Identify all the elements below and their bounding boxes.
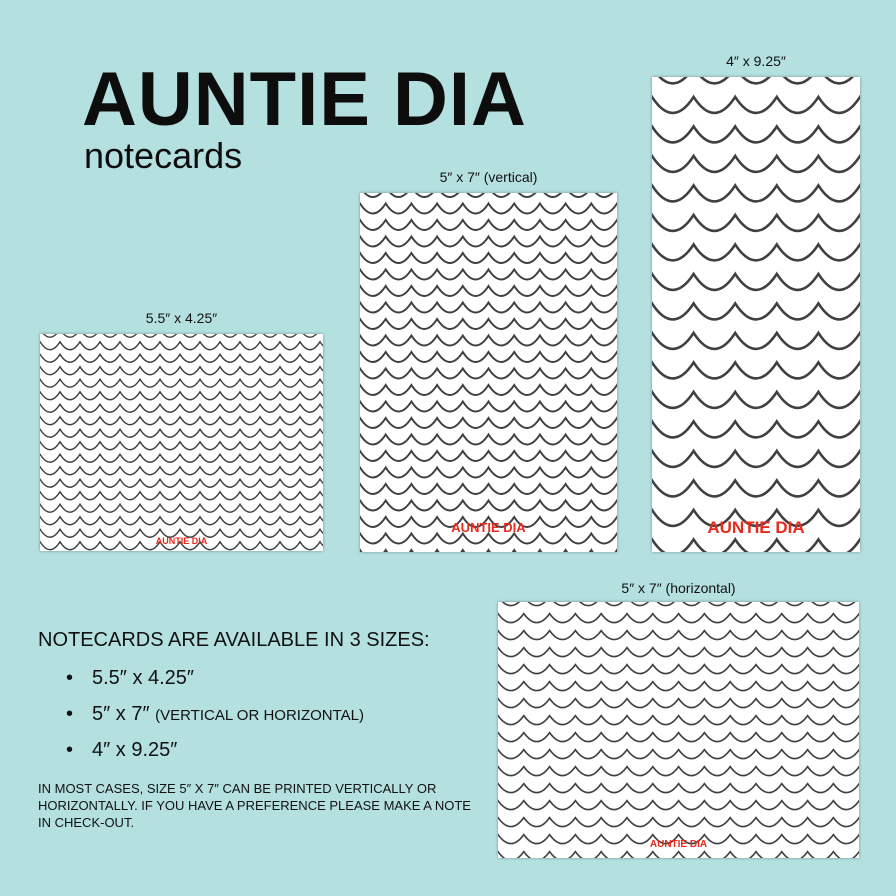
bullet-icon: • xyxy=(66,703,74,725)
card-size-label-vertical: 5″ x 7″ (vertical) xyxy=(439,169,538,185)
wave-row xyxy=(652,77,860,83)
wave-row xyxy=(652,362,860,378)
wave-row xyxy=(360,484,617,494)
notecard-horizontal xyxy=(498,602,859,858)
wave-row xyxy=(360,193,617,197)
wave-row xyxy=(652,274,860,290)
wave-row xyxy=(360,352,617,362)
wave-row xyxy=(40,479,323,487)
wave-row xyxy=(498,699,859,708)
brand-title: AUNTIE DIA xyxy=(82,57,527,142)
wave-pattern xyxy=(652,77,860,552)
wave-row xyxy=(498,750,859,759)
wave-row xyxy=(360,550,617,552)
card-size-label-small: 5.5″ x 4.25″ xyxy=(145,310,218,326)
wave-row xyxy=(360,303,617,313)
wave-row xyxy=(652,333,860,349)
wave-row xyxy=(360,468,617,478)
size-item xyxy=(66,738,364,774)
wave-row xyxy=(652,156,860,172)
wave-row xyxy=(498,733,859,742)
printing-footnote: IN MOST CASES, SIZE 5″ X 7″ CAN BE PRINTED VERTICALLY OR HORIZONTALLY. IF YOU HAVE A PREFERENCE PLEASE MAKE A NOTE IN CHECK-OUT. xyxy=(38,781,471,830)
wave-row xyxy=(40,517,323,525)
wave-row xyxy=(360,435,617,445)
wave-row xyxy=(40,354,323,362)
wave-row xyxy=(498,801,859,810)
size-item xyxy=(66,702,364,738)
wave-row xyxy=(40,454,323,462)
wave-row xyxy=(40,342,323,350)
wave-row xyxy=(498,852,859,858)
wave-row xyxy=(652,303,860,319)
card-brand-vertical: AUNTIE DIA xyxy=(451,520,526,535)
card-size-label-horizontal: 5″ x 7″ (horizontal) xyxy=(621,580,736,596)
wave-row xyxy=(360,204,617,214)
wave-row xyxy=(652,215,860,231)
wave-row xyxy=(40,334,323,337)
notecard-vertical xyxy=(360,193,617,552)
wave-row xyxy=(360,319,617,329)
wave-row xyxy=(360,534,617,544)
wave-row xyxy=(360,237,617,247)
sizes-list xyxy=(66,666,364,774)
wave-row xyxy=(498,631,859,640)
wave-row xyxy=(40,442,323,450)
bullet-icon: • xyxy=(66,667,74,689)
wave-row xyxy=(40,504,323,512)
card-brand-horizontal: AUNTIE DIA xyxy=(649,839,708,850)
wave-row xyxy=(360,418,617,428)
wave-row xyxy=(40,467,323,475)
wave-row xyxy=(652,539,860,552)
wave-row xyxy=(40,367,323,375)
wave-row xyxy=(360,270,617,280)
wave-row xyxy=(40,429,323,437)
wave-row xyxy=(498,614,859,623)
wave-row xyxy=(498,818,859,827)
wave-row xyxy=(360,220,617,230)
wave-row xyxy=(652,97,860,113)
wave-row xyxy=(40,392,323,400)
wave-row xyxy=(40,417,323,425)
wave-row xyxy=(360,501,617,511)
card-brand-small: AUNTIE DIA xyxy=(155,536,208,546)
wave-row xyxy=(360,451,617,461)
wave-row xyxy=(652,392,860,408)
wave-row xyxy=(498,767,859,776)
wave-row xyxy=(498,784,859,793)
card-brand-tall: AUNTIE DIA xyxy=(707,518,805,537)
bullet-icon: • xyxy=(66,739,74,761)
wave-row xyxy=(40,404,323,412)
wave-row xyxy=(652,480,860,496)
wave-row xyxy=(360,402,617,412)
wave-row xyxy=(652,244,860,260)
wave-row xyxy=(360,385,617,395)
size-text: 4″ x 9.25″ xyxy=(92,739,178,761)
wave-pattern xyxy=(498,602,859,858)
size-note: (VERTICAL OR HORIZONTAL) xyxy=(155,707,365,724)
wave-row xyxy=(498,716,859,725)
wave-row xyxy=(360,286,617,296)
wave-row xyxy=(498,665,859,674)
size-text: 5″ x 7″ xyxy=(92,703,150,725)
wave-pattern xyxy=(360,193,617,552)
wave-row xyxy=(360,253,617,263)
wave-row xyxy=(498,682,859,691)
wave-row xyxy=(360,369,617,379)
size-item xyxy=(66,666,364,702)
notecard-tall xyxy=(652,77,860,552)
card-size-label-tall: 4″ x 9.25″ xyxy=(726,53,786,69)
wave-pattern xyxy=(40,334,323,551)
notecard-small xyxy=(40,334,323,551)
sizes-heading: NOTECARDS ARE AVAILABLE IN 3 SIZES: xyxy=(38,629,430,651)
wave-row xyxy=(498,648,859,657)
wave-row xyxy=(360,336,617,346)
wave-row xyxy=(652,126,860,142)
wave-row xyxy=(40,492,323,500)
wave-row xyxy=(652,185,860,201)
brand-subtitle: notecards xyxy=(84,135,243,176)
wave-row xyxy=(652,451,860,467)
wave-row xyxy=(498,602,859,606)
size-text: 5.5″ x 4.25″ xyxy=(92,667,195,689)
wave-row xyxy=(652,421,860,437)
wave-row xyxy=(40,379,323,387)
